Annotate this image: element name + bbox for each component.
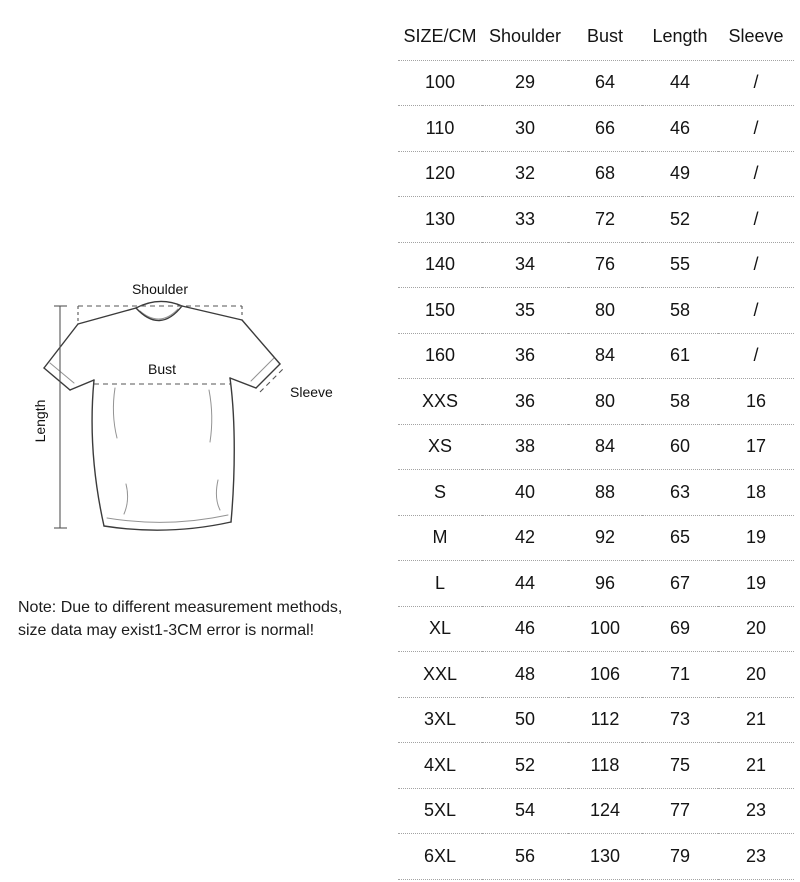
shoulder-label: Shoulder <box>131 281 189 297</box>
size-table <box>398 14 794 880</box>
size-table-body <box>398 60 794 879</box>
measurement-value: 66 <box>568 106 642 152</box>
size-row <box>398 470 794 516</box>
measurement-value: 52 <box>482 743 568 789</box>
measurement-value: 46 <box>482 606 568 652</box>
measurement-value: / <box>718 242 794 288</box>
measurement-value: 106 <box>568 652 642 698</box>
column-header: SIZE/CM <box>398 14 482 60</box>
measurement-value: 23 <box>718 834 794 880</box>
measurement-value: 36 <box>482 379 568 425</box>
measurement-value: 72 <box>568 197 642 243</box>
size-row <box>398 515 794 561</box>
size-label: XXL <box>398 652 482 698</box>
measurement-value: 65 <box>642 515 718 561</box>
measurement-value: 76 <box>568 242 642 288</box>
size-table-header-row <box>398 14 794 60</box>
measurement-value: 118 <box>568 743 642 789</box>
measurement-value: 63 <box>642 470 718 516</box>
measurement-value: 44 <box>482 561 568 607</box>
size-label: 150 <box>398 288 482 334</box>
size-row <box>398 788 794 834</box>
measurement-value: 19 <box>718 515 794 561</box>
size-row <box>398 561 794 607</box>
measurement-value: 42 <box>482 515 568 561</box>
size-label: 4XL <box>398 743 482 789</box>
measurement-value: 67 <box>642 561 718 607</box>
measurement-value: 68 <box>568 151 642 197</box>
measurement-value: 84 <box>568 424 642 470</box>
size-label: 120 <box>398 151 482 197</box>
tshirt-diagram-svg <box>14 270 354 580</box>
measurement-value: 130 <box>568 834 642 880</box>
bust-label: Bust <box>147 361 177 377</box>
size-row <box>398 151 794 197</box>
note-line-2: size data may exist1-3CM error is normal! <box>18 622 315 639</box>
size-row <box>398 606 794 652</box>
measurement-value: / <box>718 60 794 106</box>
measurement-value: 124 <box>568 788 642 834</box>
measurement-value: 30 <box>482 106 568 152</box>
sleeve-label: Sleeve <box>290 384 333 400</box>
length-label: Length <box>32 399 48 443</box>
measurement-value: 60 <box>642 424 718 470</box>
measurement-value: 40 <box>482 470 568 516</box>
size-label: M <box>398 515 482 561</box>
measurement-value: 112 <box>568 697 642 743</box>
size-row <box>398 834 794 880</box>
measurement-value: 36 <box>482 333 568 379</box>
size-label: XS <box>398 424 482 470</box>
measurement-value: 16 <box>718 379 794 425</box>
measurement-value: 21 <box>718 743 794 789</box>
measurement-value: 48 <box>482 652 568 698</box>
measurement-value: 73 <box>642 697 718 743</box>
tshirt-drawing <box>44 301 280 530</box>
size-label: 160 <box>398 333 482 379</box>
size-label: 5XL <box>398 788 482 834</box>
measurement-lines <box>54 306 284 528</box>
size-row <box>398 197 794 243</box>
size-label: 3XL <box>398 697 482 743</box>
size-label: XXS <box>398 379 482 425</box>
size-label: 6XL <box>398 834 482 880</box>
measurement-value: 100 <box>568 606 642 652</box>
size-row <box>398 333 794 379</box>
measurement-value: 46 <box>642 106 718 152</box>
measurement-value: 21 <box>718 697 794 743</box>
note-line-1: Note: Due to different measurement methods, <box>18 599 343 616</box>
measurement-value: 55 <box>642 242 718 288</box>
measurement-value: 44 <box>642 60 718 106</box>
measurement-value: / <box>718 106 794 152</box>
size-label: L <box>398 561 482 607</box>
measurement-value: 18 <box>718 470 794 516</box>
measurement-value: 79 <box>642 834 718 880</box>
size-label: 100 <box>398 60 482 106</box>
size-row <box>398 743 794 789</box>
size-label: 130 <box>398 197 482 243</box>
measurement-value: 33 <box>482 197 568 243</box>
measurement-value: 75 <box>642 743 718 789</box>
measurement-value: 20 <box>718 606 794 652</box>
size-row <box>398 288 794 334</box>
measurement-value: 54 <box>482 788 568 834</box>
measurement-value: 64 <box>568 60 642 106</box>
measurement-value: 58 <box>642 379 718 425</box>
measurement-value: 56 <box>482 834 568 880</box>
size-row <box>398 106 794 152</box>
size-row <box>398 60 794 106</box>
measurement-value: 84 <box>568 333 642 379</box>
size-row <box>398 652 794 698</box>
measurement-value: 52 <box>642 197 718 243</box>
measurement-value: 49 <box>642 151 718 197</box>
measurement-value: 32 <box>482 151 568 197</box>
measurement-value: 29 <box>482 60 568 106</box>
size-row <box>398 242 794 288</box>
measurement-value: 80 <box>568 379 642 425</box>
size-label: XL <box>398 606 482 652</box>
size-label: 110 <box>398 106 482 152</box>
measurement-value: 20 <box>718 652 794 698</box>
measurement-value: 23 <box>718 788 794 834</box>
measurement-value: 80 <box>568 288 642 334</box>
size-label: 140 <box>398 242 482 288</box>
column-header: Shoulder <box>482 14 568 60</box>
measurement-note <box>14 596 374 642</box>
measurement-value: 50 <box>482 697 568 743</box>
tshirt-measurement-diagram <box>14 270 374 642</box>
measurement-value: 77 <box>642 788 718 834</box>
measurement-value: 69 <box>642 606 718 652</box>
size-row <box>398 424 794 470</box>
measurement-value: 96 <box>568 561 642 607</box>
measurement-value: 34 <box>482 242 568 288</box>
measurement-value: 17 <box>718 424 794 470</box>
measurement-value: 58 <box>642 288 718 334</box>
measurement-value: / <box>718 151 794 197</box>
size-row <box>398 379 794 425</box>
measurement-value: 35 <box>482 288 568 334</box>
measurement-value: / <box>718 197 794 243</box>
measurement-value: / <box>718 333 794 379</box>
measurement-value: 88 <box>568 470 642 516</box>
column-header: Sleeve <box>718 14 794 60</box>
measurement-value: 61 <box>642 333 718 379</box>
size-label: S <box>398 470 482 516</box>
measurement-value: 19 <box>718 561 794 607</box>
column-header: Bust <box>568 14 642 60</box>
measurement-value: / <box>718 288 794 334</box>
measurement-value: 92 <box>568 515 642 561</box>
size-row <box>398 697 794 743</box>
measurement-value: 71 <box>642 652 718 698</box>
measurement-value: 38 <box>482 424 568 470</box>
column-header: Length <box>642 14 718 60</box>
